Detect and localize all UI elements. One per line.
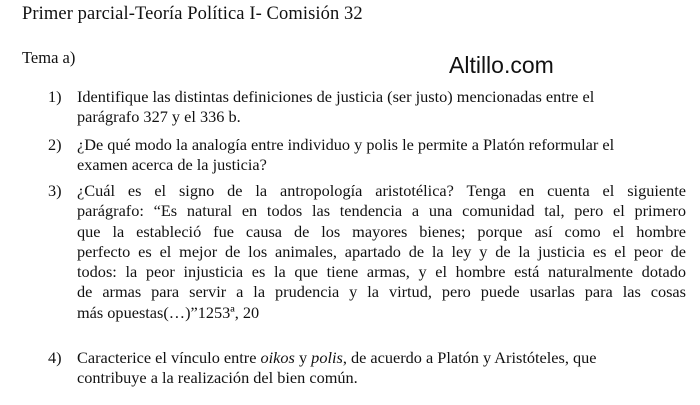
question-line: que la estableció fue causa de los mayores bienes; porque así como el hombre [77,221,686,241]
watermark-logo: Altillo.com [449,52,554,78]
question-number: 2) [48,135,62,154]
question-number: 1) [48,87,62,106]
oikos-term: oikos [260,348,295,367]
question-item [48,135,688,176]
question-line: parágrafo 327 y el 336 b. [77,107,241,127]
question-number: 4) [48,348,62,367]
question-text-segment: , de acuerdo a Platón y Aristóteles, que [342,348,597,367]
question-text-segment: Caracterice el vínculo entre [77,348,261,367]
question-text [77,348,686,389]
tema-label: Tema a) [22,48,76,67]
question-line: perfecto es el mejor de los animales, apartado de la ley y de la justicia es el peor de [77,241,686,261]
question-line [77,348,686,368]
question-text [77,181,686,323]
exam-title: Primer parcial-Teoría Política I- Comisión 32 [22,4,363,24]
question-line: todos: la peor injusticia es la que tiene armas, y el hombre está naturalmente dotado [77,262,686,282]
question-item [48,348,688,389]
question-number: 3) [48,181,62,200]
question-item [48,181,688,323]
question-line: contribuye a la realización del bien común. [77,368,358,388]
question-line: Identifique las distintas definiciones de justicia (ser justo) mencionadas entre el [77,87,595,106]
question-text [77,87,686,128]
question-line: ¿Cuál es el signo de la antropología aristotélica? Tenga en cuenta el siguiente [77,181,686,200]
question-item [48,87,688,128]
question-text [77,135,686,176]
polis-term: polis [311,348,343,367]
question-text-segment: y [294,348,312,367]
question-line: ¿De qué modo la analogía entre individuo y polis le permite a Platón reformular el [77,135,615,154]
question-line: examen acerca de la justicia? [77,155,267,175]
question-line: más opuestas(…)”1253ª, 20 [77,302,260,322]
question-line: parágrafo: “Es natural en todos las tendencia a una comunidad tal, pero el primero [77,201,686,221]
question-line: de armas para servir a la prudencia y la virtud, pero puede usarlas para las cosas [77,282,686,302]
